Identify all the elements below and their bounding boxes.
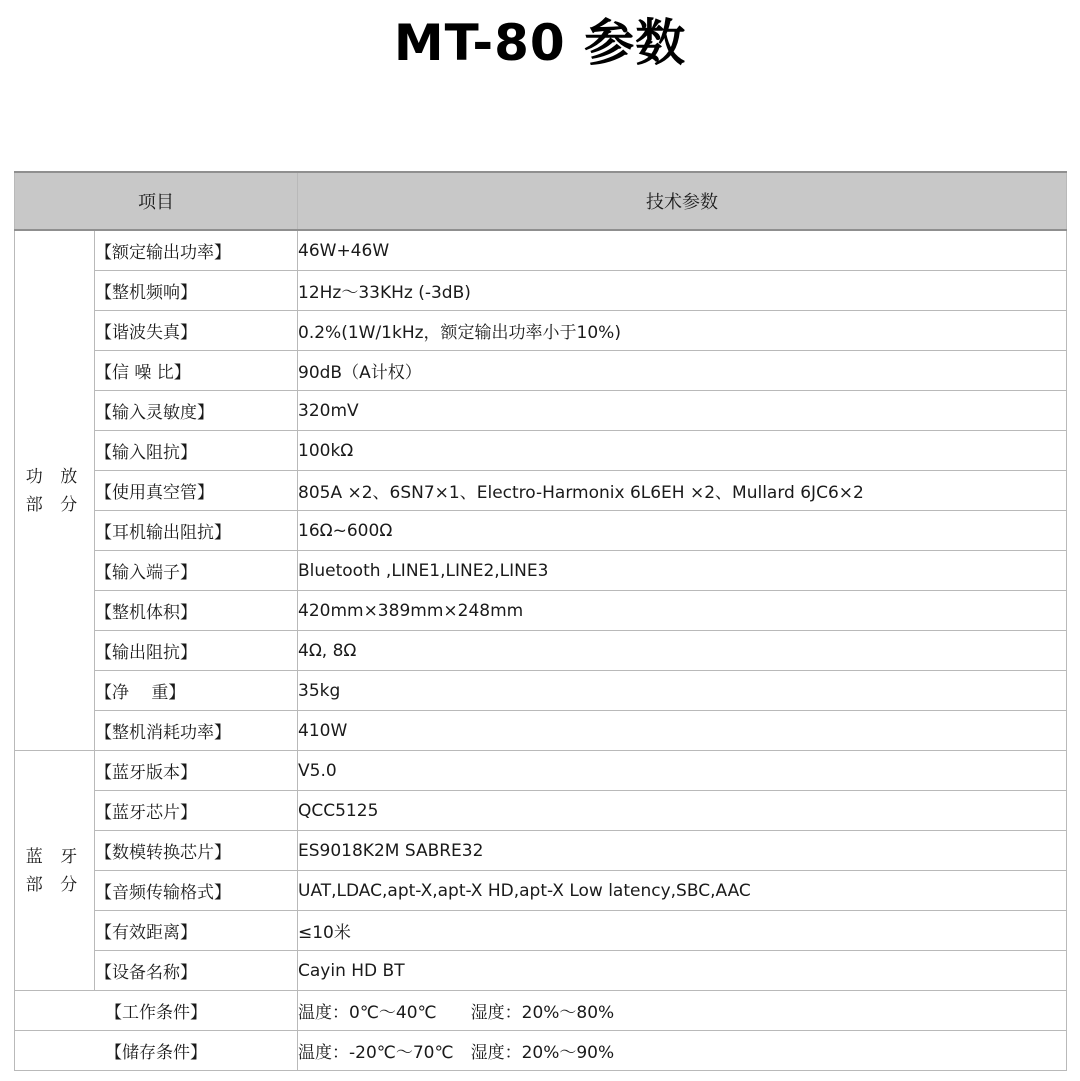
table-row <box>15 791 1067 831</box>
row-label: 【耳机输出阻抗】 <box>95 511 298 551</box>
row-value: 4Ω, 8Ω <box>298 631 1067 671</box>
group-label-line2: 部 分 <box>25 874 84 895</box>
table-row <box>15 391 1067 431</box>
row-value: 0.2%(1W/1kHz，额定输出功率小于10%) <box>298 311 1067 351</box>
group-label <box>15 230 95 751</box>
row-value: Cayin HD BT <box>298 951 1067 991</box>
table-row <box>15 311 1067 351</box>
table-row <box>15 751 1067 791</box>
row-label: 【设备名称】 <box>95 951 298 991</box>
condition-label: 【工作条件】 <box>15 991 298 1031</box>
row-label: 【谐波失真】 <box>95 311 298 351</box>
row-value: 12Hz～33KHz (-3dB) <box>298 271 1067 311</box>
row-value: 805A ×2、6SN7×1、Electro-Harmonix 6L6EH ×2、Mullard 6JC6×2 <box>298 471 1067 511</box>
row-label: 【有效距离】 <box>95 911 298 951</box>
table-row <box>15 951 1067 991</box>
table-row <box>15 271 1067 311</box>
group-label-line2: 部 分 <box>25 494 84 515</box>
row-value: ≤10米 <box>298 911 1067 951</box>
page-title: MT-80 参数 <box>393 14 687 72</box>
column-header-item: 项目 <box>15 172 298 230</box>
row-value: 100kΩ <box>298 431 1067 471</box>
table-row <box>15 911 1067 951</box>
column-header-spec: 技术参数 <box>298 172 1067 230</box>
row-label: 【使用真空管】 <box>95 471 298 511</box>
table-row <box>15 471 1067 511</box>
row-label: 【输入灵敏度】 <box>95 391 298 431</box>
table-row <box>15 671 1067 711</box>
group-label-line1: 功 放 <box>25 466 84 487</box>
row-value: V5.0 <box>298 751 1067 791</box>
row-label: 【整机消耗功率】 <box>95 711 298 751</box>
spec-table <box>14 171 1067 1071</box>
row-value: 46W+46W <box>298 230 1067 271</box>
row-value: 35kg <box>298 671 1067 711</box>
table-row <box>15 431 1067 471</box>
table-header-row <box>15 172 1067 230</box>
group-label-line1: 蓝 牙 <box>25 846 84 867</box>
row-value: 420mm×389mm×248mm <box>298 591 1067 631</box>
table-row <box>15 831 1067 871</box>
table-row <box>15 991 1067 1031</box>
row-label: 【音频传输格式】 <box>95 871 298 911</box>
row-label: 【整机体积】 <box>95 591 298 631</box>
row-label: 【输入阻抗】 <box>95 431 298 471</box>
row-label: 【输入端子】 <box>95 551 298 591</box>
table-row <box>15 631 1067 671</box>
row-value: QCC5125 <box>298 791 1067 831</box>
row-label: 【额定输出功率】 <box>95 230 298 271</box>
table-row <box>15 1031 1067 1071</box>
condition-label: 【储存条件】 <box>15 1031 298 1071</box>
row-value: 90dB（A计权） <box>298 351 1067 391</box>
table-row <box>15 230 1067 271</box>
row-value: 16Ω~600Ω <box>298 511 1067 551</box>
group-label <box>15 751 95 991</box>
table-row <box>15 711 1067 751</box>
row-label: 【净 重】 <box>95 671 298 711</box>
table-row <box>15 551 1067 591</box>
condition-value: 温度：0℃～40℃ 湿度：20%～80% <box>298 991 1067 1031</box>
table-row <box>15 351 1067 391</box>
condition-value: 温度：-20℃～70℃ 湿度：20%～90% <box>298 1031 1067 1071</box>
row-label: 【整机频响】 <box>95 271 298 311</box>
row-label: 【信 噪 比】 <box>95 351 298 391</box>
table-row <box>15 511 1067 551</box>
row-value: ES9018K2M SABRE32 <box>298 831 1067 871</box>
row-label: 【蓝牙版本】 <box>95 751 298 791</box>
table-row <box>15 591 1067 631</box>
row-label: 【数模转换芯片】 <box>95 831 298 871</box>
table-row <box>15 871 1067 911</box>
table-body <box>15 230 1067 1071</box>
row-label: 【蓝牙芯片】 <box>95 791 298 831</box>
row-value: 410W <box>298 711 1067 751</box>
row-value: Bluetooth ,LINE1,LINE2,LINE3 <box>298 551 1067 591</box>
row-value: UAT,LDAC,apt-X,apt-X HD,apt-X Low latency,SBC,AAC <box>298 871 1067 911</box>
row-label: 【输出阻抗】 <box>95 631 298 671</box>
row-value: 320mV <box>298 391 1067 431</box>
